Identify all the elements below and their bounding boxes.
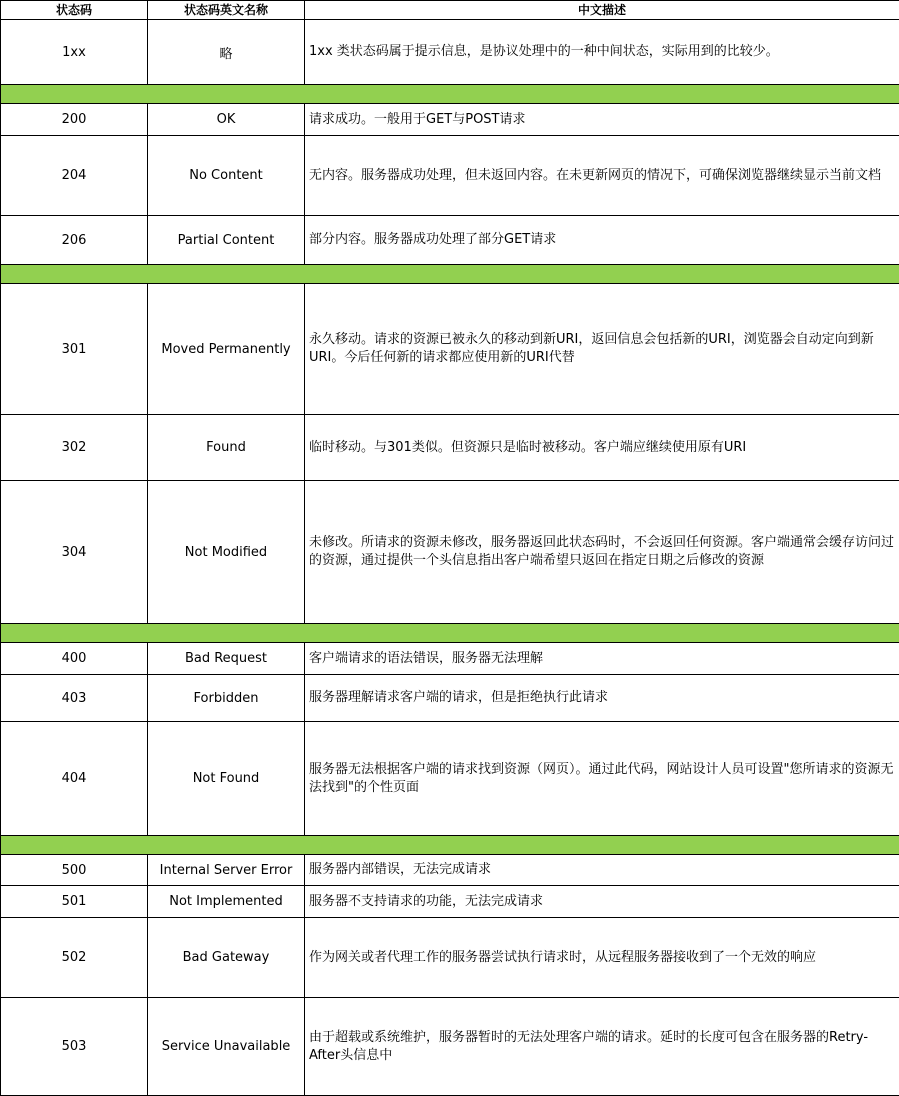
header-desc: 中文描述	[305, 1, 899, 20]
group-separator	[1, 85, 899, 104]
separator-cell	[1, 836, 899, 855]
status-code-cell: 301	[1, 284, 148, 415]
separator-cell	[1, 265, 899, 284]
table-row	[1, 998, 899, 1096]
header-code: 状态码	[1, 1, 148, 20]
header-name: 状态码英文名称	[148, 1, 305, 20]
group-separator	[1, 836, 899, 855]
status-name-cell: Not Modified	[148, 481, 305, 624]
status-name-cell: Found	[148, 415, 305, 481]
status-code-cell: 502	[1, 918, 148, 998]
status-name-cell: Internal Server Error	[148, 855, 305, 886]
table-row	[1, 104, 899, 136]
description-cell: 临时移动。与301类似。但资源只是临时被移动。客户端应继续使用原有URI	[305, 415, 899, 481]
description-cell: 服务器无法根据客户端的请求找到资源（网页）。通过此代码，网站设计人员可设置"您所请求的资源无法找到"的个性页面	[305, 722, 899, 836]
status-code-cell: 200	[1, 104, 148, 136]
description-cell: 1xx 类状态码属于提示信息，是协议处理中的一种中间状态，实际用到的比较少。	[305, 20, 899, 85]
description-cell: 无内容。服务器成功处理，但未返回内容。在未更新网页的情况下，可确保浏览器继续显示当前文档	[305, 136, 899, 216]
status-name-cell: 略	[148, 20, 305, 85]
status-code-cell: 304	[1, 481, 148, 624]
status-code-cell: 500	[1, 855, 148, 886]
status-name-cell: Bad Gateway	[148, 918, 305, 998]
status-name-cell: OK	[148, 104, 305, 136]
status-name-cell: Forbidden	[148, 675, 305, 722]
description-cell: 服务器理解请求客户端的请求，但是拒绝执行此请求	[305, 675, 899, 722]
separator-cell	[1, 85, 899, 104]
status-code-cell: 1xx	[1, 20, 148, 85]
status-name-cell: Not Implemented	[148, 886, 305, 918]
description-cell: 请求成功。一般用于GET与POST请求	[305, 104, 899, 136]
table-row	[1, 675, 899, 722]
table-row	[1, 855, 899, 886]
table-row	[1, 20, 899, 85]
header-row	[1, 1, 899, 20]
status-name-cell: No Content	[148, 136, 305, 216]
status-name-cell: Partial Content	[148, 216, 305, 265]
separator-cell	[1, 624, 899, 643]
status-code-cell: 404	[1, 722, 148, 836]
description-cell: 未修改。所请求的资源未修改，服务器返回此状态码时，不会返回任何资源。客户端通常会缓存访问过的资源，通过提供一个头信息指出客户端希望只返回在指定日期之后修改的资源	[305, 481, 899, 624]
description-cell: 部分内容。服务器成功处理了部分GET请求	[305, 216, 899, 265]
description-cell: 作为网关或者代理工作的服务器尝试执行请求时，从远程服务器接收到了一个无效的响应	[305, 918, 899, 998]
table-row	[1, 643, 899, 675]
status-name-cell: Moved Permanently	[148, 284, 305, 415]
group-separator	[1, 265, 899, 284]
description-cell: 服务器内部错误，无法完成请求	[305, 855, 899, 886]
status-code-cell: 503	[1, 998, 148, 1096]
table-row	[1, 722, 899, 836]
status-code-cell: 403	[1, 675, 148, 722]
status-name-cell: Service Unavailable	[148, 998, 305, 1096]
description-cell: 服务器不支持请求的功能，无法完成请求	[305, 886, 899, 918]
description-cell: 由于超载或系统维护，服务器暂时的无法处理客户端的请求。延时的长度可包含在服务器的Retry-After头信息中	[305, 998, 899, 1096]
table-row	[1, 886, 899, 918]
table-row	[1, 415, 899, 481]
table-row	[1, 481, 899, 624]
status-name-cell: Not Found	[148, 722, 305, 836]
status-code-cell: 302	[1, 415, 148, 481]
table-row	[1, 136, 899, 216]
table-row	[1, 918, 899, 998]
group-separator	[1, 624, 899, 643]
table-row	[1, 216, 899, 265]
description-cell: 永久移动。请求的资源已被永久的移动到新URI，返回信息会包括新的URI，浏览器会自动定向到新URI。今后任何新的请求都应使用新的URI代替	[305, 284, 899, 415]
table-row	[1, 284, 899, 415]
status-name-cell: Bad Request	[148, 643, 305, 675]
status-code-cell: 400	[1, 643, 148, 675]
status-code-cell: 501	[1, 886, 148, 918]
status-code-cell: 204	[1, 136, 148, 216]
status-code-cell: 206	[1, 216, 148, 265]
description-cell: 客户端请求的语法错误，服务器无法理解	[305, 643, 899, 675]
